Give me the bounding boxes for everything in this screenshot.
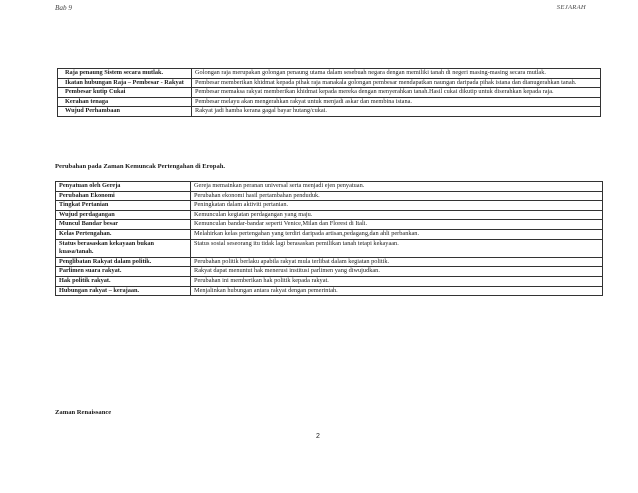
feudal-system-table — [57, 68, 601, 117]
row-key: Status berasaskan kekayaan bukan kuasa/tanah. — [56, 239, 191, 257]
table-row — [58, 88, 601, 98]
row-key: Muncul Bandar besar — [56, 220, 191, 230]
row-key: Wujud perdagangan — [56, 210, 191, 220]
row-value: Gereja memainkan peranan universal serta menjadi ejen penyatuan. — [191, 182, 603, 192]
page-number: 2 — [316, 433, 320, 440]
row-value: Peningkatan dalam aktiviti pertanian. — [191, 201, 603, 211]
row-key: Hak politik rakyat. — [56, 276, 191, 286]
row-key: Pembesar kutip Cukai — [58, 88, 192, 98]
row-key: Ikatan hubungan Raja – Pembesar - Rakyat — [58, 78, 192, 88]
table-row — [56, 201, 603, 211]
row-key: Kerahan tenaga — [58, 97, 192, 107]
table-row — [56, 276, 603, 286]
table-row — [56, 220, 603, 230]
row-value: Perubahan ekonomi hasil pertambahan penduduk. — [191, 191, 603, 201]
row-value: Kemunculan kegiatan perdagangan yang maju. — [191, 210, 603, 220]
row-value: Status sosial seseorang itu tidak lagi berasaskan pemilikan tanah tetapi kekayaan. — [191, 239, 603, 257]
row-value: Menjalinkan hubungan antara rakyat dengan pemerintah. — [191, 286, 603, 296]
row-value: Pembesar melayu akan mengerahkan rakyat untuk menjadi askar dan membina istana. — [192, 97, 601, 107]
table-row — [56, 267, 603, 277]
header-chapter: Bab 9 — [55, 4, 72, 12]
row-value: Pembesar memaksa rakyat memberikan khidmat kepada mereka dengan menyerahkan tanah.Hasil cukai dikutip untuk diserahkan kepada raja. — [192, 88, 601, 98]
section-title-renaissance: Zaman Renaissance — [55, 409, 112, 416]
table-row — [58, 107, 601, 117]
table-row — [56, 257, 603, 267]
table-row — [58, 69, 601, 79]
row-value: Perubahan ini memberikan hak politik kepada rakyat. — [191, 276, 603, 286]
row-key: Raja penaung Sistem secara mutlak. — [58, 69, 192, 79]
changes-table — [55, 181, 603, 296]
table-row — [58, 78, 601, 88]
row-key: Perubahan Ekonomi — [56, 191, 191, 201]
table-row — [58, 97, 601, 107]
row-value: Kemunculan bandar-bandar seperti Venice,Milan dan Florest di Itali. — [191, 220, 603, 230]
section-title-changes: Perubahan pada Zaman Kemuncak Pertengahan di Eropah. — [55, 163, 226, 170]
row-key: Penglibatan Rakyat dalam politik. — [56, 257, 191, 267]
row-value: Rakyat jadi hamba kerana gagal bayar hutang/cukai. — [192, 107, 601, 117]
row-value: Perubahan politik berlaku apabila rakyat mula terlibat dalam kegiatan politik. — [191, 257, 603, 267]
row-key: Parlimen suara rakyat. — [56, 267, 191, 277]
table-row — [56, 182, 603, 192]
table-row — [56, 191, 603, 201]
table-row — [56, 229, 603, 239]
row-value: Pembesar memberikan khidmat kepada pihak raja manakala golongan pembesar mendapatkan naungan daripada pihak istana dan dianugerahkan tanah. — [192, 78, 601, 88]
row-value: Rakyat dapat menuntut hak menerusi institusi parlimen yang diwujudkan. — [191, 267, 603, 277]
table-row — [56, 239, 603, 257]
row-value: Golongan raja merupakan golongan penaung utama dalam sesebuah negara dengan memiliki tanah di negeri masing-masing secara mutlak. — [192, 69, 601, 79]
table-row — [56, 210, 603, 220]
row-key: Wujud Perhambaan — [58, 107, 192, 117]
row-key: Penyatuan oleh Gereja — [56, 182, 191, 192]
row-key: Kelas Pertengahan. — [56, 229, 191, 239]
row-value: Melahirkan kelas pertengahan yang terdiri daripada artisan,pedagang,dan ahli perbankan. — [191, 229, 603, 239]
table-row — [56, 286, 603, 296]
header-subject: SEJARAH — [556, 4, 586, 11]
row-key: Hubungan rakyat – kerajaan. — [56, 286, 191, 296]
row-key: Tingkat Pertanian — [56, 201, 191, 211]
